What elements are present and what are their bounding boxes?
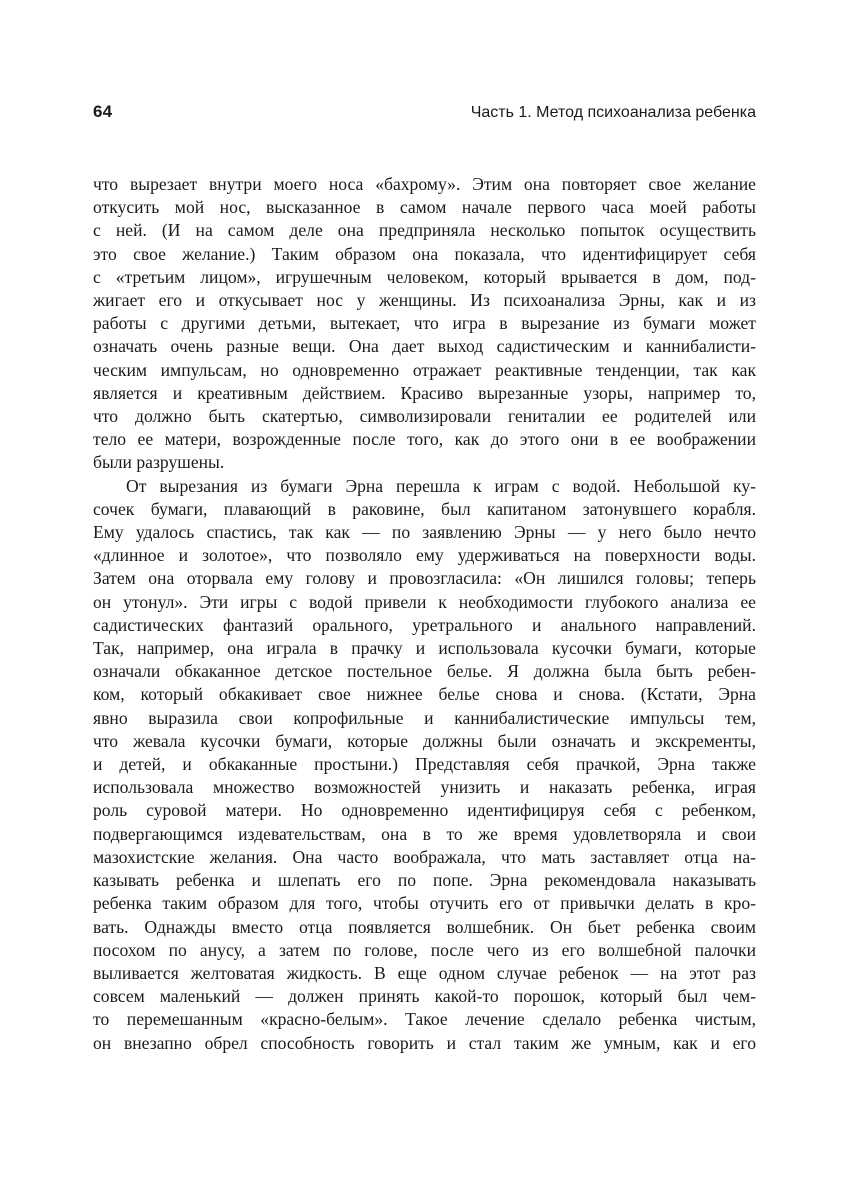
body-text [93, 173, 756, 1055]
text-line: и детей, и обкаканные простыни.) Представляя себя прачкой, Эрна также [93, 754, 756, 775]
text-line: это свое желание.) Таким образом она показала, что идентифицирует себя [93, 243, 756, 264]
text-line: является и креативным действием. Красиво вырезанные узоры, например то, [93, 382, 756, 403]
text-line: посохом по анусу, а затем по голове, после чего из его волшебной палочки [93, 939, 756, 960]
text-line: «длинное и золотое», что позволяло ему удерживаться на поверхности воды. [93, 545, 756, 566]
text-line: Затем она оторвала ему голову и провозгласила: «Он лишился головы; теперь [93, 568, 756, 589]
text-line: явно выразила свои копрофильные и каннибалистические импульсы тем, [93, 707, 756, 728]
text-line: откусить мой нос, высказанное в самом начале первого часа моей работы [93, 197, 756, 218]
text-line: то перемешанным «красно-белым». Такое лечение сделало ребенка чистым, [93, 1009, 756, 1030]
text-line: были разрушены. [93, 452, 225, 473]
text-line: сочек бумаги, плавающий в раковине, был капитаном затонувшего корабля. [93, 498, 756, 519]
text-line: выливается желтоватая жидкость. В еще одном случае ребенок — на этот раз [93, 962, 756, 983]
text-line: что вырезает внутри моего носа «бахрому». Этим она повторяет свое желание [93, 174, 756, 194]
text-line: мазохистские желания. Она часто воображала, что мать заставляет отца на- [93, 846, 756, 867]
text-line: вать. Однажды вместо отца появляется волшебник. Он бьет ребенка своим [93, 916, 756, 937]
paragraph-1 [93, 173, 756, 475]
text-line: что должно быть скатертью, символизировали гениталии ее родителей или [93, 406, 756, 427]
text-line: садистических фантазий орального, уретрального и анального направлений. [93, 614, 756, 635]
text-line: Так, например, она играла в прачку и использовала кусочки бумаги, которые [93, 638, 756, 659]
text-line: означать очень разные вещи. Она дает выход садистическим и каннибалисти- [93, 336, 756, 357]
paragraph-2 [93, 475, 756, 1055]
text-line: означали обкаканное детское постельное белье. Я должна была быть ребен- [93, 661, 756, 682]
text-line: Ему удалось спастись, так как — по заявлению Эрны — у него было нечто [93, 522, 756, 543]
text-line: ческим импульсам, но одновременно отражает реактивные тенденции, так как [93, 359, 756, 380]
text-line: ребенка таким образом для того, чтобы отучить его от привычки делать в кро- [93, 893, 756, 914]
text-line: роль суровой матери. Но одновременно идентифицируя себя с ребенком, [93, 800, 756, 821]
text-line: ком, который обкакивает свое нижнее белье снова и снова. (Кстати, Эрна [93, 684, 756, 705]
text-line: казывать ребенка и шлепать его по попе. Эрна рекомендовала наказывать [93, 870, 756, 891]
text-line: что жевала кусочки бумаги, которые должны были означать и экскременты, [93, 730, 756, 751]
text-line: работы с другими детьми, вытекает, что игра в вырезание из бумаги может [93, 313, 756, 334]
running-header [93, 102, 756, 128]
text-line: он внезапно обрел способность говорить и стал таким же умным, как и его [93, 1032, 756, 1053]
text-line: жигает его и откусывает нос у женщины. Из психоанализа Эрны, как и из [93, 290, 756, 311]
page-number: 64 [93, 102, 113, 121]
text-line: с «третьим лицом», игрушечным человеком, который врывается в дом, под- [93, 266, 756, 287]
running-title: Часть 1. Метод психоанализа ребенка [470, 104, 756, 121]
text-line: тело ее матери, возрожденные после того, как до этого они в ее воображении [93, 429, 756, 450]
text-line: использовала множество возможностей унизить и наказать ребенка, играя [93, 777, 756, 798]
text-line: он утонул». Эти игры с водой привели к необходимости глубокого анализа ее [93, 591, 756, 612]
text-line: с ней. (И на самом деле она предприняла несколько попыток осуществить [93, 220, 756, 241]
text-line: подвергающимся издевательствам, она в то же время удовлетворяла и свои [93, 823, 756, 844]
text-line: От вырезания из бумаги Эрна перешла к играм с водой. Небольшой ку- [126, 475, 756, 496]
text-line: совсем маленький — должен принять какой-то порошок, который был чем- [93, 986, 756, 1007]
